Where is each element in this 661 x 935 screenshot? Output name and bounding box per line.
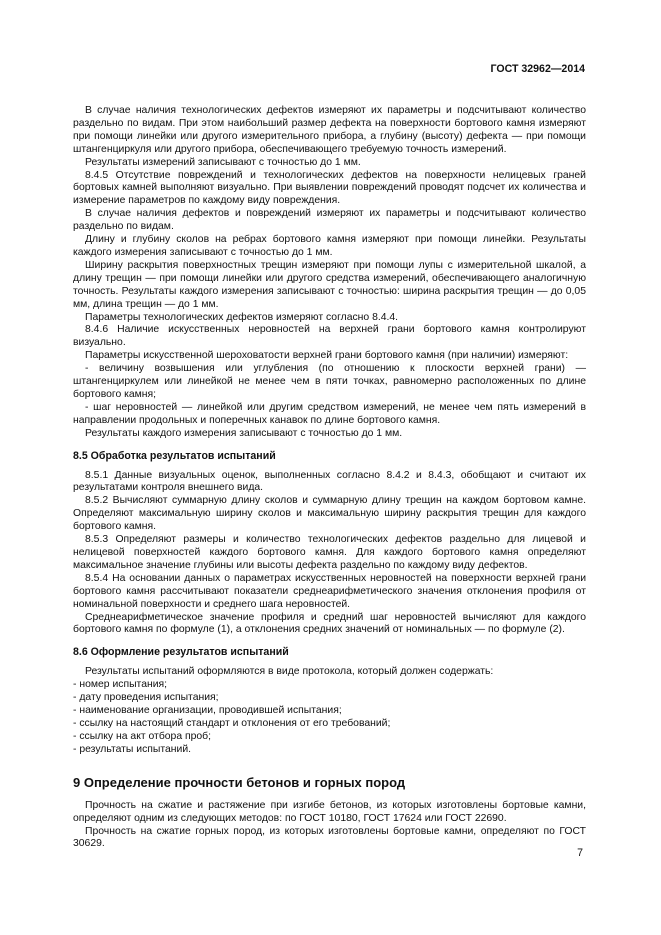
- paragraph: Длину и глубину сколов на ребрах бортового камня измеряют при помощи линейки. Результаты каждого измерения записывают с точностью до 1 мм.: [73, 234, 586, 258]
- list-item: - наименование организации, проводившей испытания;: [73, 705, 342, 717]
- paragraph: Прочность на сжатие горных пород, из которых изготовлены бортовые камни, определяют по ГОСТ 30629.: [73, 825, 586, 850]
- paragraph: Результаты измерений записывают с точностью до 1 мм.: [85, 156, 361, 168]
- paragraph: 8.4.5 Отсутствие повреждений и технологических дефектов на поверхности нелицевых граней бортовых камней выполняют визуально. При выявлении повреждений проводят подсчет их количества и измерение параметров по каждому виду повреждения.: [73, 169, 586, 207]
- paragraph: 8.4.6 Наличие искусственных неровностей на верхней грани бортового камня контролируют визуально.: [73, 324, 586, 349]
- paragraph: Среднеарифметическое значение профиля и средний шаг неровностей вычисляют для каждого бортового камня по формуле (1), а отклонения средних значений от номинальных — по формуле (2).: [73, 611, 586, 636]
- list-item: - дату проведения испытания;: [73, 692, 219, 704]
- section-heading-8-5: 8.5 Обработка результатов испытаний: [73, 449, 276, 462]
- paragraph: В случае наличия дефектов и повреждений измеряют их параметры и подсчитывают количество раздельно по видам.: [73, 208, 586, 233]
- page-content: [73, 105, 586, 851]
- list-item: - номер испытания;: [73, 679, 168, 691]
- standard-code: ГОСТ 32962—2014: [490, 63, 585, 75]
- list-item: - ссылку на настоящий стандарт и отклонения от его требований;: [73, 717, 391, 729]
- paragraph: Результаты каждого измерения записывают с точностью до 1 мм.: [85, 427, 403, 439]
- list-item: - ссылку на акт отбора проб;: [73, 730, 212, 742]
- paragraph: Параметры технологических дефектов измеряют согласно 8.4.4.: [85, 311, 399, 323]
- chapter-heading-9: 9 Определение прочности бетонов и горных пород: [73, 774, 406, 790]
- page-number: 7: [577, 847, 583, 859]
- list-item: - результаты испытаний.: [73, 743, 192, 755]
- paragraph: 8.5.2 Вычисляют суммарную длину сколов и суммарную длину трещин на каждом бортовом камне. Определяют максимальную ширину сколов и максимальную ширину раскрытия трещин для каждого бортового камня.: [73, 495, 586, 533]
- paragraph: 8.5.1 Данные визуальных оценок, выполненных согласно 8.4.2 и 8.4.3, обобщают и считают их результатами контроля внешнего вида.: [73, 469, 586, 494]
- paragraph: Параметры искусственной шероховатости верхней грани бортового камня (при наличии) измеряют:: [85, 350, 569, 362]
- paragraph: Результаты испытаний оформляются в виде протокола, который должен содержать:: [85, 666, 494, 678]
- paragraph: В случае наличия технологических дефектов измеряют их параметры и подсчитывают количество раздельно по видам. При этом наибольший размер дефекта на поверхности бортового камня измеряют при помощи линейки или другого измерительного прибора, а глубину (высоту) дефекта — при помощи штангенциркуля или другого прибора, обеспечивающего требуемую точность измерений.: [73, 105, 586, 155]
- list-item: - величину возвышения или углубления (по отношению к плоскости верхней грани) — штангенциркулем или линейкой не менее чем в пяти точках, равномерно расположенных по длине бортового камня;: [73, 363, 586, 400]
- section-heading-8-6: 8.6 Оформление результатов испытаний: [73, 646, 289, 659]
- list-item: - шаг неровностей — линейкой или другим средством измерений, не менее чем пять измерений в направлении продольных и поперечных канавок по длине бортового камня.: [73, 401, 586, 426]
- paragraph: 8.5.3 Определяют размеры и количество технологических дефектов раздельно для лицевой и нелицевой поверхностей каждого бортового камня. Для каждого бортового камня определяют максимальное значение глубины или высоты дефекта раздельно по каждому виду дефектов.: [73, 534, 586, 571]
- paragraph: 8.5.4 На основании данных о параметрах искусственных неровностей на поверхности верхней грани бортового камня рассчитывают показатели среднеарифметического значения отклонения профиля от номинальной поверхности и среднего шага неровностей.: [73, 572, 586, 610]
- paragraph: Прочность на сжатие и растяжение при изгибе бетонов, из которых изготовлены бортовые камни, определяют одним из следующих методов: по ГОСТ 10180, ГОСТ 17624 или ГОСТ 22690.: [73, 799, 586, 824]
- paragraph: Ширину раскрытия поверхностных трещин измеряют при помощи лупы с измерительной шкалой, а длину трещин — при помощи линейки или другого средства измерений, обеспечивающего аналогичную точность. Результаты каждого измерения записывают с точностью: ширина раскрытия трещин — до 0,05 мм, длина трещин — до 1 мм.: [73, 259, 586, 310]
